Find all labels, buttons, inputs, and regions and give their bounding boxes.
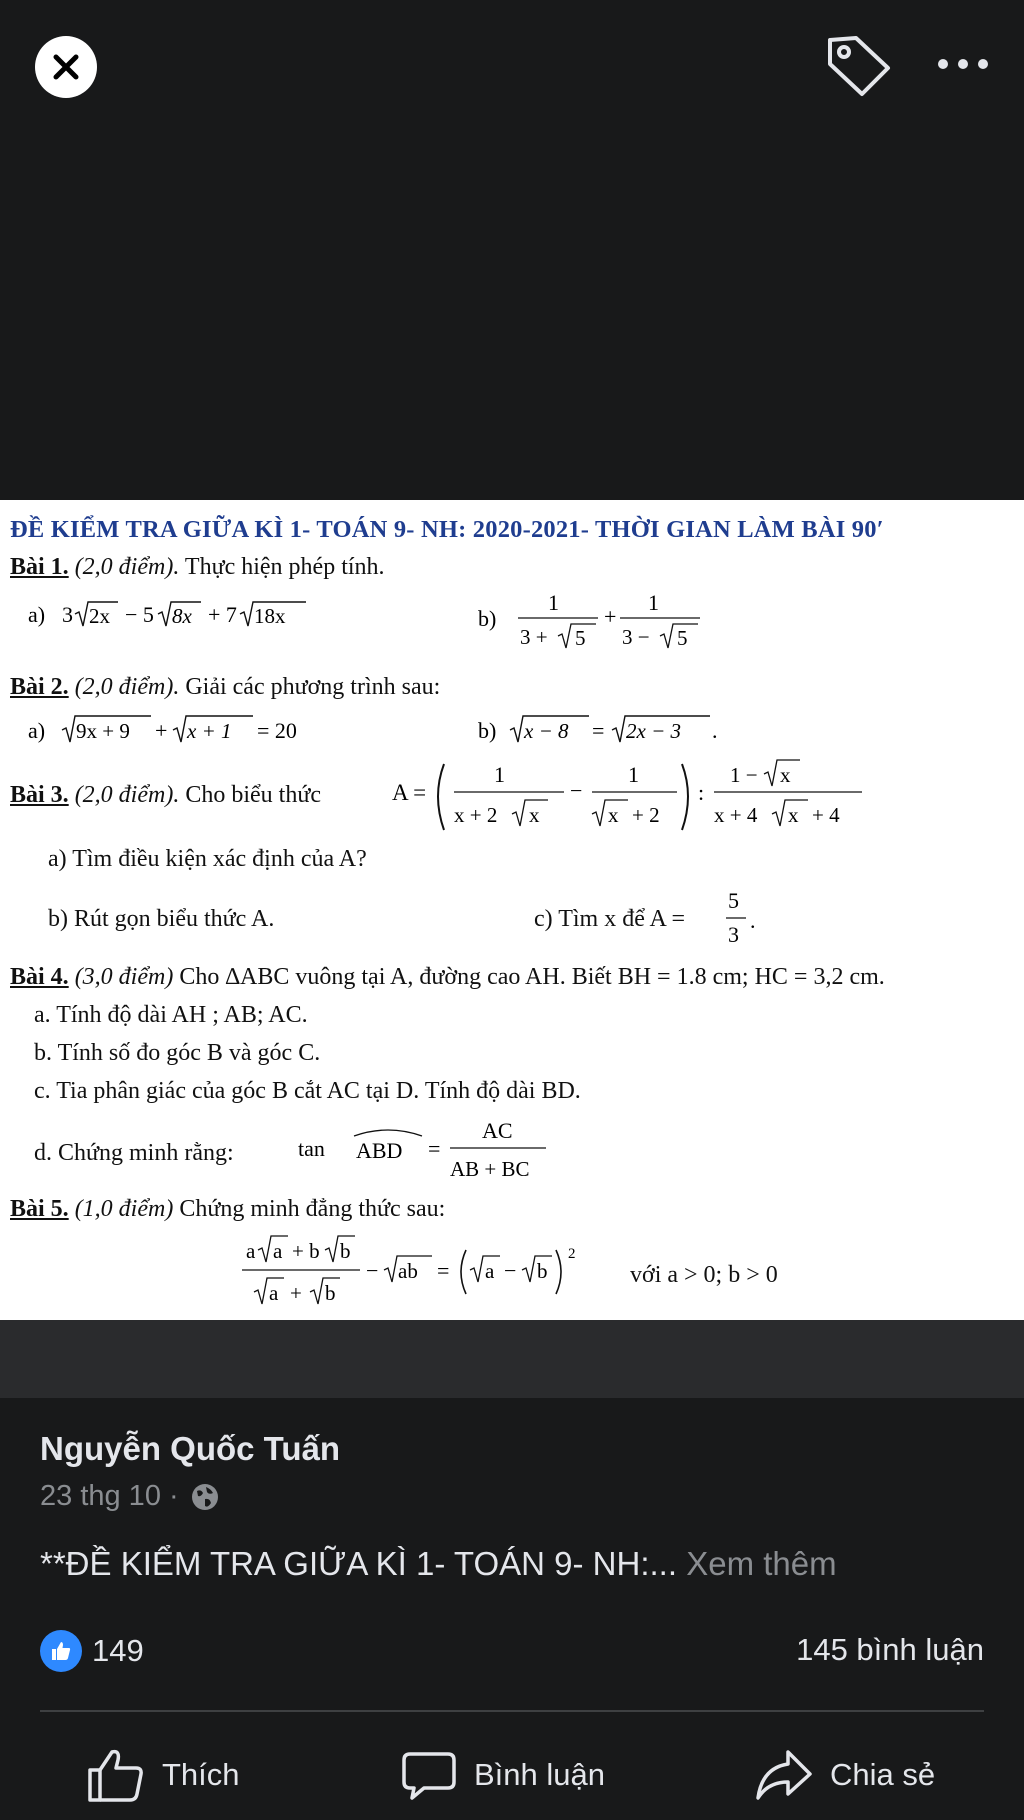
see-more-link[interactable]: Xem thêm bbox=[686, 1545, 837, 1582]
svg-text:=: = bbox=[592, 718, 605, 743]
svg-text:a): a) bbox=[28, 602, 46, 627]
bai3-fraction-5-3 bbox=[724, 882, 764, 954]
globe-icon bbox=[189, 1481, 221, 1513]
bai1-points: (2,0 điểm). bbox=[74, 554, 180, 580]
bai1-line bbox=[10, 554, 385, 581]
svg-text:+: + bbox=[604, 604, 617, 629]
bai2-expr-a bbox=[28, 708, 328, 754]
post-author[interactable]: Nguyễn Quốc Tuấn bbox=[40, 1430, 341, 1467]
svg-text:.: . bbox=[750, 908, 756, 933]
svg-text:5: 5 bbox=[575, 626, 586, 650]
like-count: 149 bbox=[92, 1633, 144, 1668]
svg-text:tan: tan bbox=[298, 1136, 325, 1161]
like-button[interactable] bbox=[86, 1745, 240, 1805]
svg-text:.: . bbox=[712, 718, 718, 743]
svg-text:x: x bbox=[780, 763, 791, 787]
bai3-qa: a) Tìm điều kiện xác định của A? bbox=[48, 846, 367, 872]
svg-text:a): a) bbox=[28, 718, 46, 743]
svg-text:x + 1: x + 1 bbox=[187, 719, 232, 743]
thumbs-up-outline-icon bbox=[86, 1746, 146, 1804]
bai2-points: (2,0 điểm). bbox=[74, 674, 180, 700]
caption-text: **ĐỀ KIỂM TRA GIỮA KÌ 1- TOÁN 9- NH:... bbox=[40, 1545, 678, 1582]
svg-text:b: b bbox=[325, 1281, 336, 1305]
share-label: Chia sẻ bbox=[830, 1757, 936, 1792]
tag-button[interactable] bbox=[822, 30, 894, 102]
svg-text:x: x bbox=[608, 803, 619, 827]
svg-text:3: 3 bbox=[728, 922, 739, 947]
bai1-label: Bài 1. bbox=[10, 554, 69, 580]
svg-text:+: + bbox=[155, 718, 168, 743]
bai4-expr-tan bbox=[298, 1112, 558, 1190]
bai5-condition: với a > 0; b > 0 bbox=[630, 1262, 778, 1288]
svg-text:AC: AC bbox=[482, 1118, 513, 1143]
bai1-text: Thực hiện phép tính. bbox=[184, 554, 385, 580]
bai3-text: Cho biểu thức bbox=[185, 782, 321, 808]
exam-photo[interactable] bbox=[0, 500, 1024, 1320]
svg-text:= 20: = 20 bbox=[257, 718, 297, 743]
svg-text:3 +: 3 + bbox=[520, 625, 548, 649]
reaction-summary[interactable] bbox=[40, 1630, 144, 1672]
svg-text:−: − bbox=[570, 778, 583, 803]
bai2-line bbox=[10, 674, 440, 701]
bai2-expr-b bbox=[478, 708, 758, 754]
svg-text:3: 3 bbox=[62, 602, 73, 627]
svg-text:1: 1 bbox=[548, 590, 559, 615]
svg-text:18x: 18x bbox=[254, 604, 286, 628]
svg-text:−: − bbox=[504, 1258, 517, 1283]
bai4-qc: c. Tia phân giác của góc B cắt AC tại D. Tính độ dài BD. bbox=[34, 1078, 581, 1104]
post-date: 23 thg 10 · bbox=[40, 1480, 179, 1512]
svg-text:a: a bbox=[485, 1259, 495, 1283]
svg-text:+ 2: + 2 bbox=[632, 803, 660, 827]
bai3-qb: b) Rút gọn biểu thức A. bbox=[48, 906, 275, 932]
svg-text:ab: ab bbox=[398, 1259, 418, 1283]
thumbs-up-icon bbox=[49, 1639, 73, 1663]
bai4-label: Bài 4. bbox=[10, 964, 69, 990]
svg-text:=: = bbox=[428, 1136, 441, 1161]
bai5-points: (1,0 điểm) bbox=[74, 1196, 174, 1222]
bai3-expr-A bbox=[392, 754, 872, 838]
ellipsis-icon bbox=[930, 44, 996, 84]
svg-text:1: 1 bbox=[494, 762, 505, 787]
bai2-label: Bài 2. bbox=[10, 674, 69, 700]
bai3-label: Bài 3. bbox=[10, 782, 69, 808]
svg-text::: : bbox=[698, 780, 705, 805]
bai5-line bbox=[10, 1196, 445, 1223]
tag-icon bbox=[822, 30, 894, 102]
svg-text:1: 1 bbox=[628, 762, 639, 787]
close-icon bbox=[51, 52, 81, 82]
exam-header: ĐỀ KIỂM TRA GIỮA KÌ 1- TOÁN 9- NH: 2020-2021- THỜI GIAN LÀM BÀI 90′ bbox=[10, 516, 884, 543]
bai4-line bbox=[10, 964, 885, 991]
svg-text:b: b bbox=[537, 1259, 548, 1283]
svg-text:+ 7: + 7 bbox=[208, 602, 237, 627]
svg-text:x: x bbox=[529, 803, 540, 827]
comment-label: Bình luận bbox=[474, 1757, 605, 1792]
like-label: Thích bbox=[162, 1757, 240, 1792]
svg-text:AB + BC: AB + BC bbox=[450, 1157, 530, 1181]
svg-text:1 −: 1 − bbox=[730, 763, 758, 787]
bai1-expr-a bbox=[28, 592, 348, 642]
svg-text:a: a bbox=[269, 1281, 279, 1305]
svg-text:5: 5 bbox=[728, 888, 739, 913]
svg-text:2x: 2x bbox=[89, 604, 110, 628]
svg-text:2: 2 bbox=[568, 1246, 576, 1262]
svg-text:a: a bbox=[246, 1239, 256, 1263]
bai4-text: Cho ∆ABC vuông tại A, đường cao AH. Biết BH = 1.8 cm; HC = 3,2 cm. bbox=[179, 964, 885, 990]
divider bbox=[40, 1710, 984, 1712]
svg-text:+ 4: + 4 bbox=[812, 803, 840, 827]
bai5-text: Chứng minh đẳng thức sau: bbox=[179, 1196, 446, 1222]
svg-text:ABD: ABD bbox=[356, 1138, 403, 1163]
svg-text:8x: 8x bbox=[172, 604, 192, 628]
svg-text:a: a bbox=[273, 1239, 283, 1263]
comment-button[interactable] bbox=[400, 1745, 605, 1805]
comment-bubble-icon bbox=[400, 1746, 458, 1804]
share-arrow-icon bbox=[754, 1746, 814, 1804]
photo-footer-gap bbox=[0, 1320, 1024, 1398]
svg-text:+: + bbox=[290, 1281, 302, 1305]
bai5-label: Bài 5. bbox=[10, 1196, 69, 1222]
post-caption[interactable] bbox=[40, 1545, 837, 1583]
svg-text:− 5: − 5 bbox=[125, 602, 154, 627]
svg-text:2x − 3: 2x − 3 bbox=[626, 719, 681, 743]
bai3-qc: c) Tìm x để A = bbox=[534, 906, 686, 932]
like-badge bbox=[40, 1630, 82, 1672]
top-bar bbox=[0, 0, 1024, 140]
comment-count[interactable]: 145 bình luận bbox=[796, 1632, 984, 1667]
svg-text:x − 8: x − 8 bbox=[524, 719, 569, 743]
bai4-qd: d. Chứng minh rằng: bbox=[34, 1140, 234, 1166]
share-button[interactable] bbox=[754, 1745, 935, 1805]
bai3-points: (2,0 điểm). bbox=[74, 782, 180, 808]
svg-text:A =: A = bbox=[392, 780, 427, 805]
bai1-expr-b bbox=[478, 582, 738, 662]
svg-text:b): b) bbox=[478, 606, 497, 631]
svg-text:3 −: 3 − bbox=[622, 625, 650, 649]
close-button[interactable] bbox=[35, 36, 97, 98]
bai2-text: Giải các phương trình sau: bbox=[185, 674, 441, 700]
post-meta bbox=[40, 1480, 221, 1513]
svg-text:9x + 9: 9x + 9 bbox=[76, 719, 130, 743]
svg-text:+ b: + b bbox=[292, 1239, 320, 1263]
svg-text:x: x bbox=[788, 803, 799, 827]
bai5-expr bbox=[240, 1228, 640, 1318]
svg-text:b): b) bbox=[478, 718, 497, 743]
svg-text:x + 4: x + 4 bbox=[714, 803, 758, 827]
svg-text:1: 1 bbox=[648, 590, 659, 615]
svg-text:=: = bbox=[437, 1258, 450, 1283]
svg-text:5: 5 bbox=[677, 626, 688, 650]
bai3-line bbox=[10, 782, 321, 809]
bai4-qb: b. Tính số đo góc B và góc C. bbox=[34, 1040, 321, 1066]
svg-text:x + 2: x + 2 bbox=[454, 803, 498, 827]
svg-text:b: b bbox=[340, 1239, 351, 1263]
more-options-button[interactable] bbox=[930, 44, 996, 84]
bai4-qa: a. Tính độ dài AH ; AB; AC. bbox=[34, 1002, 308, 1028]
svg-text:−: − bbox=[366, 1258, 379, 1283]
bai4-points: (3,0 điểm) bbox=[74, 964, 174, 990]
